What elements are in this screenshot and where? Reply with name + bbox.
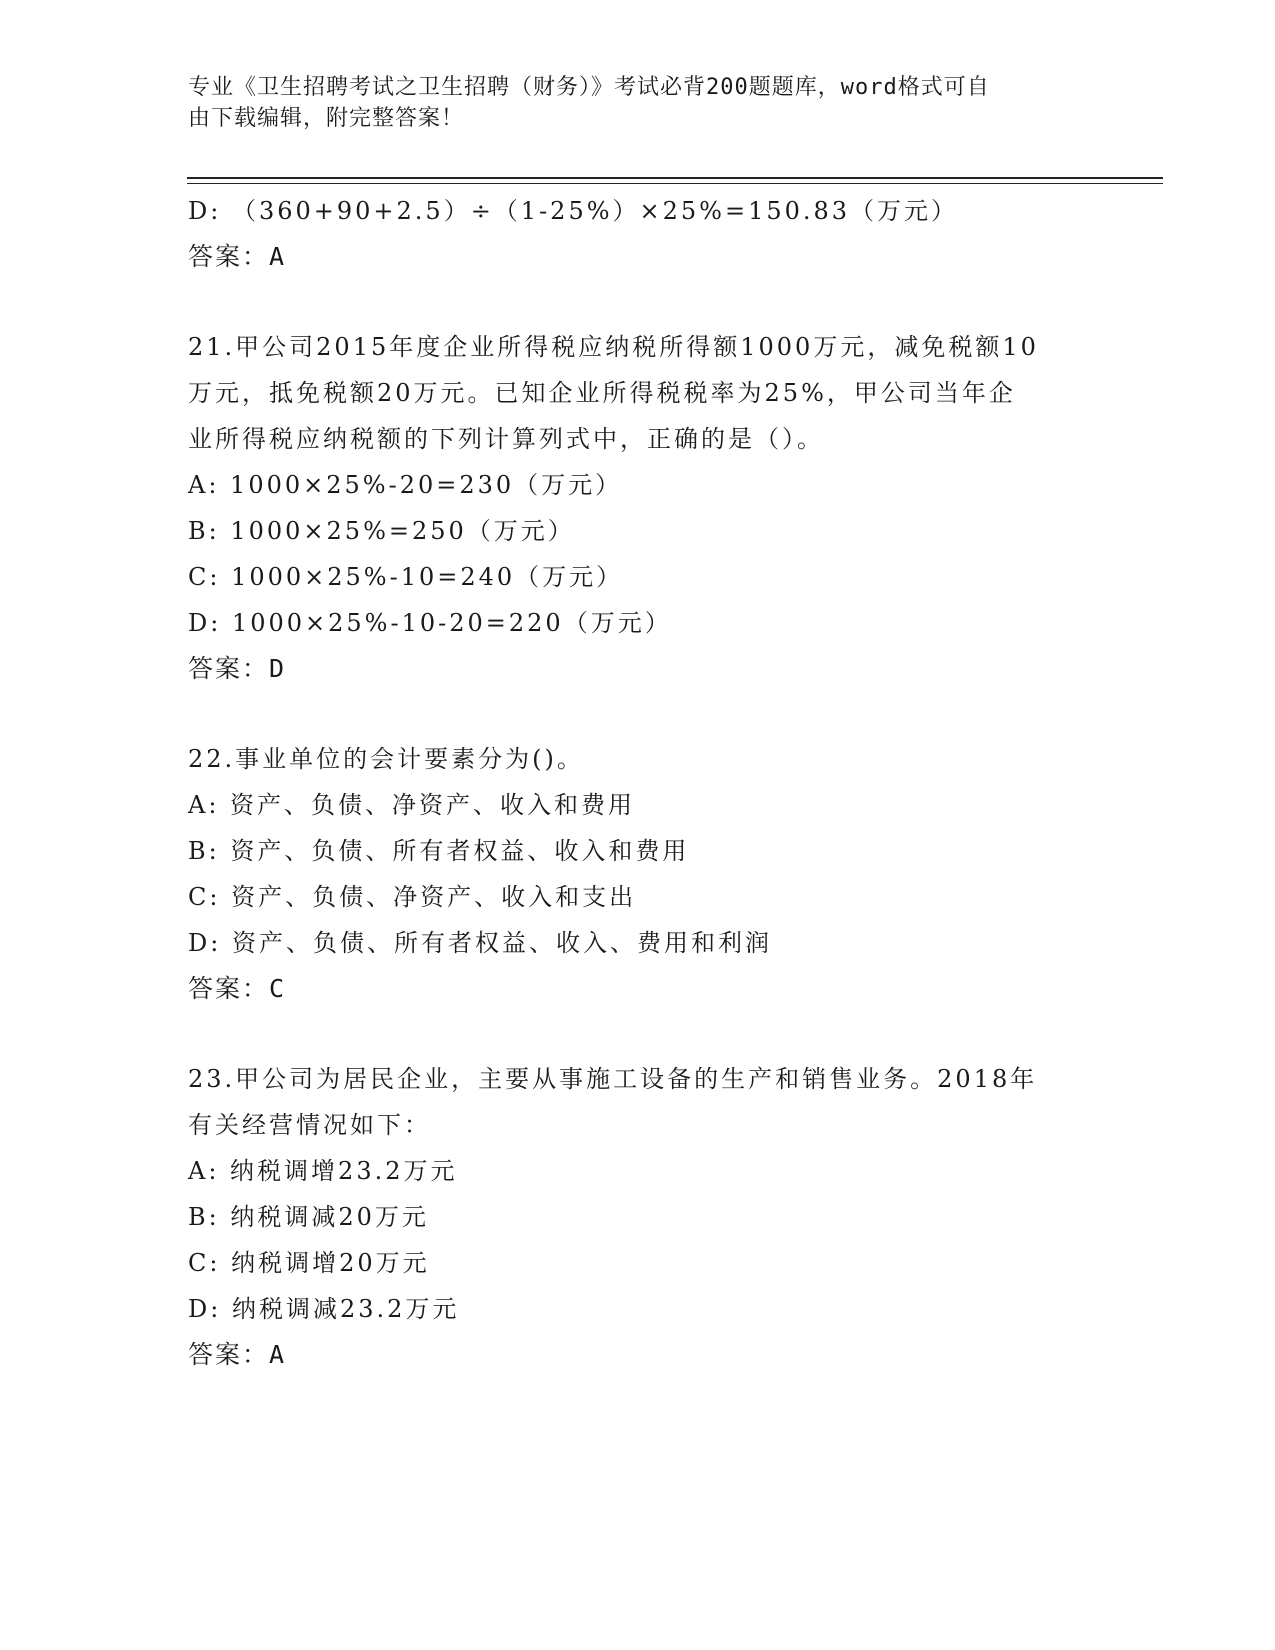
answer-line: 答案：A: [188, 1340, 287, 1369]
answer-line: 答案：D: [188, 654, 287, 683]
answer-line: 答案：C: [188, 974, 287, 1003]
spacer: [188, 280, 1088, 324]
question-22: [188, 736, 1088, 1012]
option-c: C: 1000×25%-10=240（万元）: [188, 563, 624, 591]
header-line-1: 专业《卫生招聘考试之卫生招聘（财务）》考试必背200题题库，word格式可自: [188, 75, 990, 100]
question-stem-line: 有关经营情况如下：: [188, 1111, 431, 1139]
question-21: [188, 324, 1088, 692]
question-stem-line: 23.甲公司为居民企业，主要从事施工设备的生产和销售业务。2018年: [188, 1065, 1038, 1093]
option-d: D: 1000×25%-10-20=220（万元）: [188, 609, 672, 637]
option-b: B: 纳税调减20万元: [188, 1203, 429, 1231]
question-23: [188, 1056, 1088, 1378]
answer-line: 答案：A: [188, 242, 287, 271]
header-divider-thin: [187, 183, 1163, 184]
question-stem-line: 业所得税应纳税额的下列计算列式中，正确的是（）。: [188, 425, 824, 453]
option-a: A: 纳税调增23.2万元: [188, 1157, 458, 1185]
question-stem-line: 22.事业单位的会计要素分为()。: [188, 745, 584, 773]
option-d: D: （360+90+2.5）÷（1-25%）×25%=150.83（万元）: [188, 197, 959, 225]
previous-question-tail: [188, 188, 1088, 280]
option-b: B: 1000×25%=250（万元）: [188, 517, 575, 545]
option-c: C: 资产、负债、净资产、收入和支出: [188, 883, 637, 911]
question-stem-line: 万元，抵免税额20万元。已知企业所得税税率为25%，甲公司当年企: [188, 379, 1016, 407]
option-d: D: 资产、负债、所有者权益、收入、费用和利润: [188, 929, 772, 957]
question-stem-line: 21.甲公司2015年度企业所得税应纳税所得额1000万元，减免税额10: [188, 333, 1039, 361]
option-a: A: 资产、负债、净资产、收入和费用: [188, 791, 636, 819]
spacer: [188, 1012, 1088, 1056]
header-divider-thick: [187, 177, 1163, 179]
option-a: A: 1000×25%-20=230（万元）: [188, 471, 623, 499]
document-body: [188, 188, 1088, 1378]
document-header: [188, 72, 1088, 134]
option-b: B: 资产、负债、所有者权益、收入和费用: [188, 837, 690, 865]
option-d: D: 纳税调减23.2万元: [188, 1295, 460, 1323]
option-c: C: 纳税调增20万元: [188, 1249, 430, 1277]
spacer: [188, 692, 1088, 736]
header-line-2: 由下载编辑，附完整答案！: [188, 106, 465, 131]
